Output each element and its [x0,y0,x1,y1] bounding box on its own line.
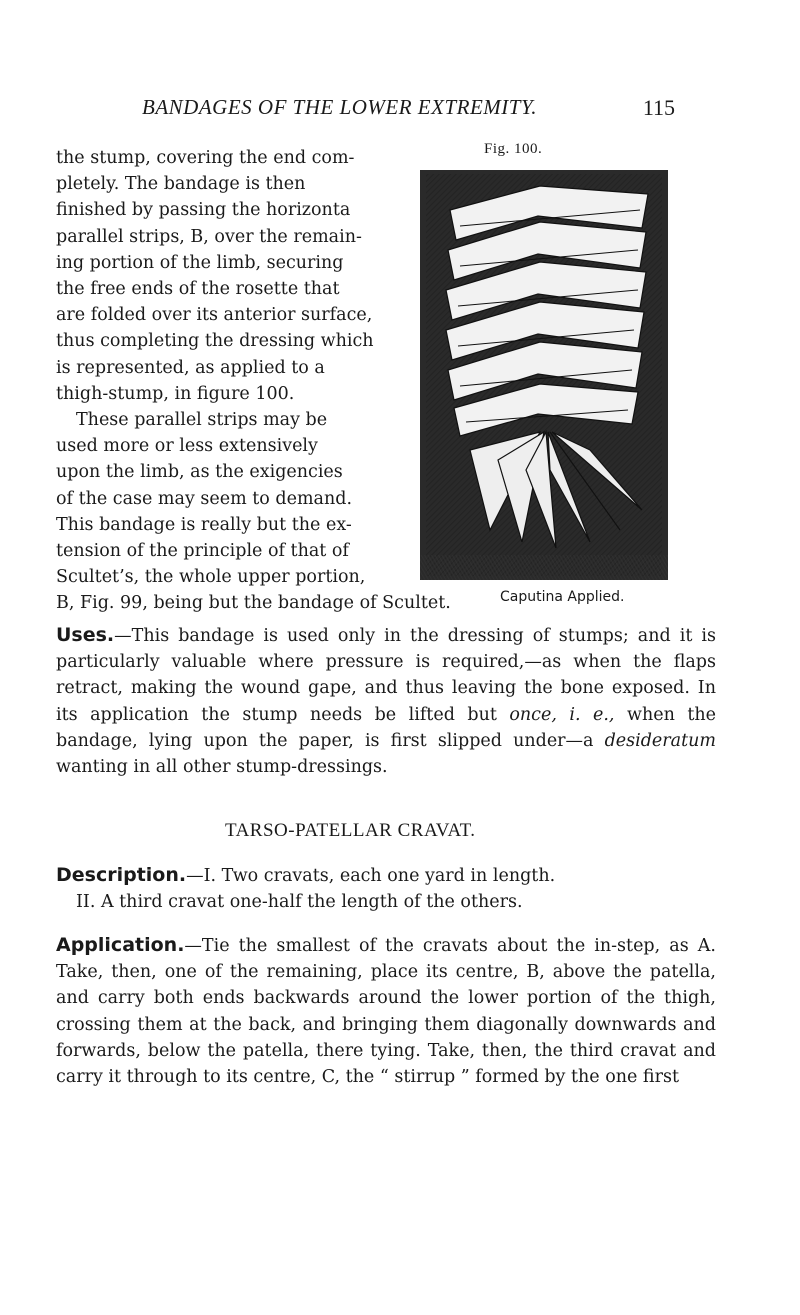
uses-text-b: when the bandage, lying upon the paper, is first slipped under—a [56,704,716,751]
application-text: —Tie the smallest of the cravats about the in-step, as A. Take, then, one of the remaining, place its centre, B, above the patella, and carry both ends backwards around the lower portion of the thigh, crossing them at the back, and bringing them diagonally downwards and forwards, below the patella, there tying. Take, then, the third cravat and carry it through to its centre, C, the “ stirrup ” formed by the one first [56,936,716,1088]
description-line-2: II. A third cravat one-half the length of the others. [76,892,523,913]
figure-caption: Caputina Applied. [500,589,625,605]
description-heading: Description. [56,864,187,886]
text-line: thus completing the dressing which [56,331,374,352]
paragraph-parallel-strips [56,407,401,590]
text-line: tension of the principle of that of [56,541,349,562]
section-title: TARSO-PATELLAR CRAVAT. [225,820,476,841]
paragraph-application [56,932,716,1090]
application-heading: Application. [56,934,185,956]
text-line: used more or less extensively [56,436,318,457]
caputina-illustration [420,170,668,580]
uses-emphasis-desideratum: desideratum [604,730,716,751]
text-line: are folded over its anterior surface, [56,305,373,326]
text-line: the free ends of the rosette that [56,279,340,300]
uses-heading: Uses. [56,624,115,646]
paragraph-continuation [56,145,401,407]
paragraph-last-line: B, Fig. 99, being but the bandage of Scultet. [56,593,451,613]
text-line: thigh-stump, in figure 100. [56,383,295,404]
text-line: upon the limb, as the exigencies [56,462,343,483]
uses-text-a: —This bandage is used only in the dressing of stumps; and it is particularly valuable where pressure is required,—as when the flaps retract, making the wound gape, and thus leaving the bone exposed. In its application the stump needs be lifted but [56,626,716,725]
text-line: pletely. The bandage is then [56,174,306,195]
text-line: These parallel strips may be [76,410,328,430]
text-line: the stump, covering the end com- [56,148,355,168]
uses-text-c: wanting in all other stump-dressings. [56,757,388,778]
text-line: ing portion of the limb, securing [56,252,344,273]
running-header [130,95,675,125]
text-line: parallel strips, B, over the remain- [56,226,362,247]
text-line: This bandage is really but the ex- [56,514,352,535]
uses-emphasis-once: once, i. e., [509,704,615,725]
text-line: of the case may seem to demand. [56,488,353,509]
paragraph-description [56,862,716,915]
paragraph-uses [56,622,716,780]
text-line: finished by passing the horizonta [56,200,351,221]
text-line: is represented, as applied to a [56,357,325,378]
running-title: BANDAGES OF THE LOWER EXTREMITY. [142,95,537,119]
description-line-1: —I. Two cravats, each one yard in length. [186,866,556,886]
figure-label: Fig. 100. [484,141,543,157]
text-line: Scultet’s, the whole upper portion, [56,567,366,588]
page-number: 115 [642,95,675,120]
